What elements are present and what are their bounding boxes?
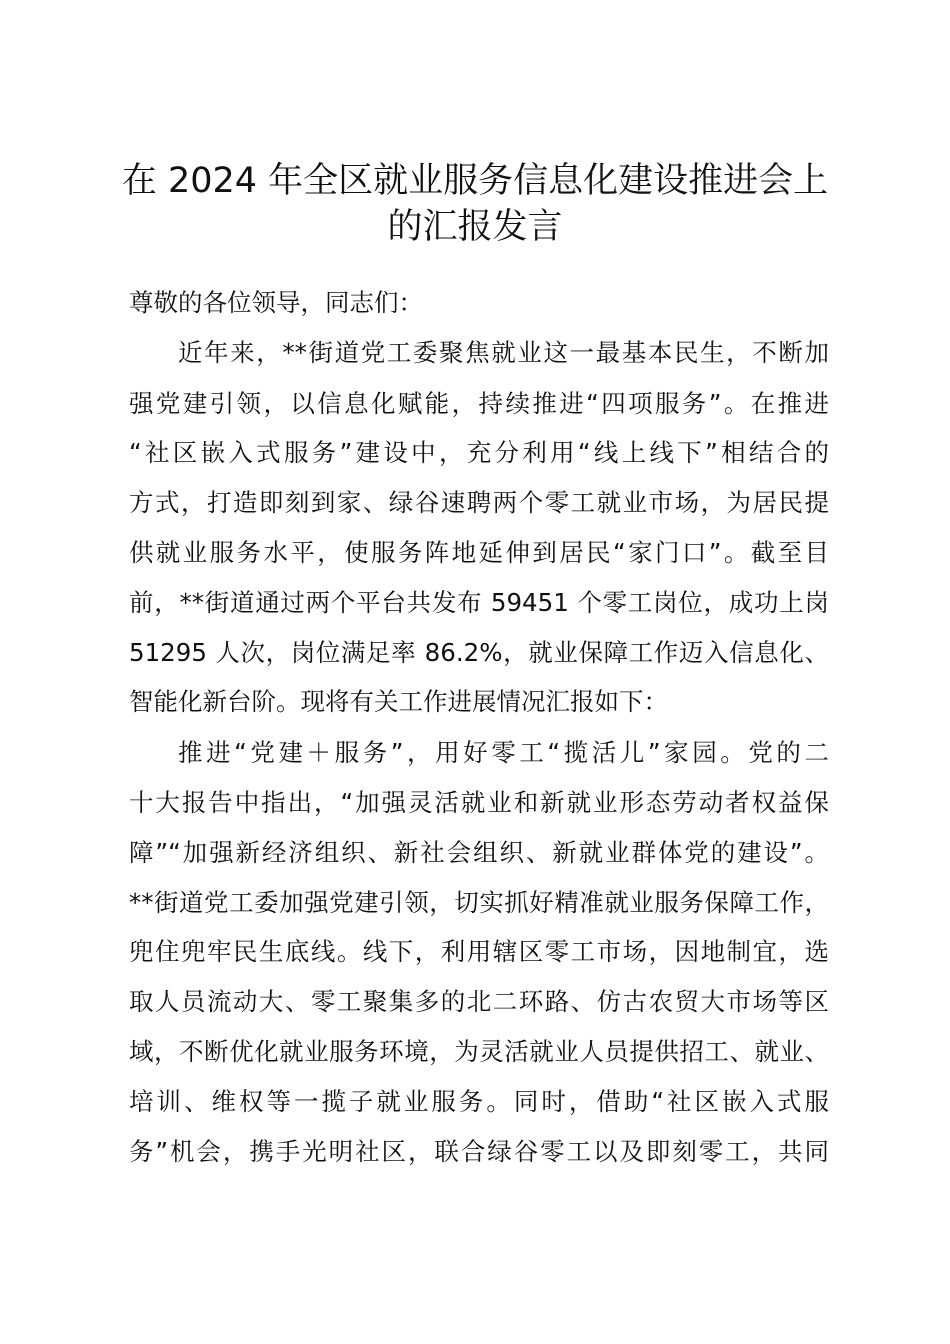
paragraph-line: 障”“加强新经济组织、新社会组织、新就业群体党的建设”。 bbox=[129, 838, 829, 867]
paragraph-line: “社区嵌入式服务”建设中，充分利用“线上线下”相结合的 bbox=[129, 438, 829, 467]
document-title-line-1: 在 2024 年全区就业服务信息化建设推进会上 bbox=[121, 161, 829, 201]
paragraph-line: 前，**街道通过两个平台共发布 59451 个零工岗位，成功上岗 bbox=[129, 588, 829, 617]
paragraph-line: 务”机会，携手光明社区，联合绿谷零工以及即刻零工，共同 bbox=[129, 1137, 829, 1166]
document-title-line-2: 的汇报发言 bbox=[387, 207, 563, 247]
salutation: 尊敬的各位领导，同志们： bbox=[129, 288, 423, 317]
paragraph-line: 域，不断优化就业服务环境，为灵活就业人员提供招工、就业、 bbox=[129, 1037, 829, 1066]
paragraph-line: 近年来，**街道党工委聚焦就业这一最基本民生，不断加 bbox=[178, 338, 829, 367]
paragraph-line: 智能化新台阶。现将有关工作进展情况汇报如下： bbox=[129, 687, 668, 716]
paragraph-line: **街道党工委加强党建引领，切实抓好精准就业服务保障工作， bbox=[129, 888, 829, 917]
paragraph-line: 取人员流动大、零工聚集多的北二环路、仿古农贸大市场等区 bbox=[129, 987, 829, 1016]
paragraph-line: 推进“党建＋服务”，用好零工“揽活儿”家园。党的二 bbox=[178, 738, 829, 767]
paragraph-line: 培训、维权等一揽子就业服务。同时，借助“社区嵌入式服 bbox=[129, 1087, 829, 1116]
paragraph-line: 十大报告中指出，“加强灵活就业和新就业形态劳动者权益保 bbox=[129, 788, 829, 817]
paragraph-line: 兜住兜牢民生底线。线下，利用辖区零工市场，因地制宜，选 bbox=[129, 937, 829, 966]
paragraph-line: 方式，打造即刻到家、绿谷速聘两个零工就业市场，为居民提 bbox=[129, 488, 829, 517]
paragraph-line: 51295 人次，岗位满足率 86.2%，就业保障工作迈入信息化、 bbox=[129, 638, 829, 667]
paragraph-line: 供就业服务水平，使服务阵地延伸到居民“家门口”。截至目 bbox=[129, 538, 829, 567]
paragraph-line: 强党建引领，以信息化赋能，持续推进“四项服务”。在推进 bbox=[129, 389, 829, 418]
